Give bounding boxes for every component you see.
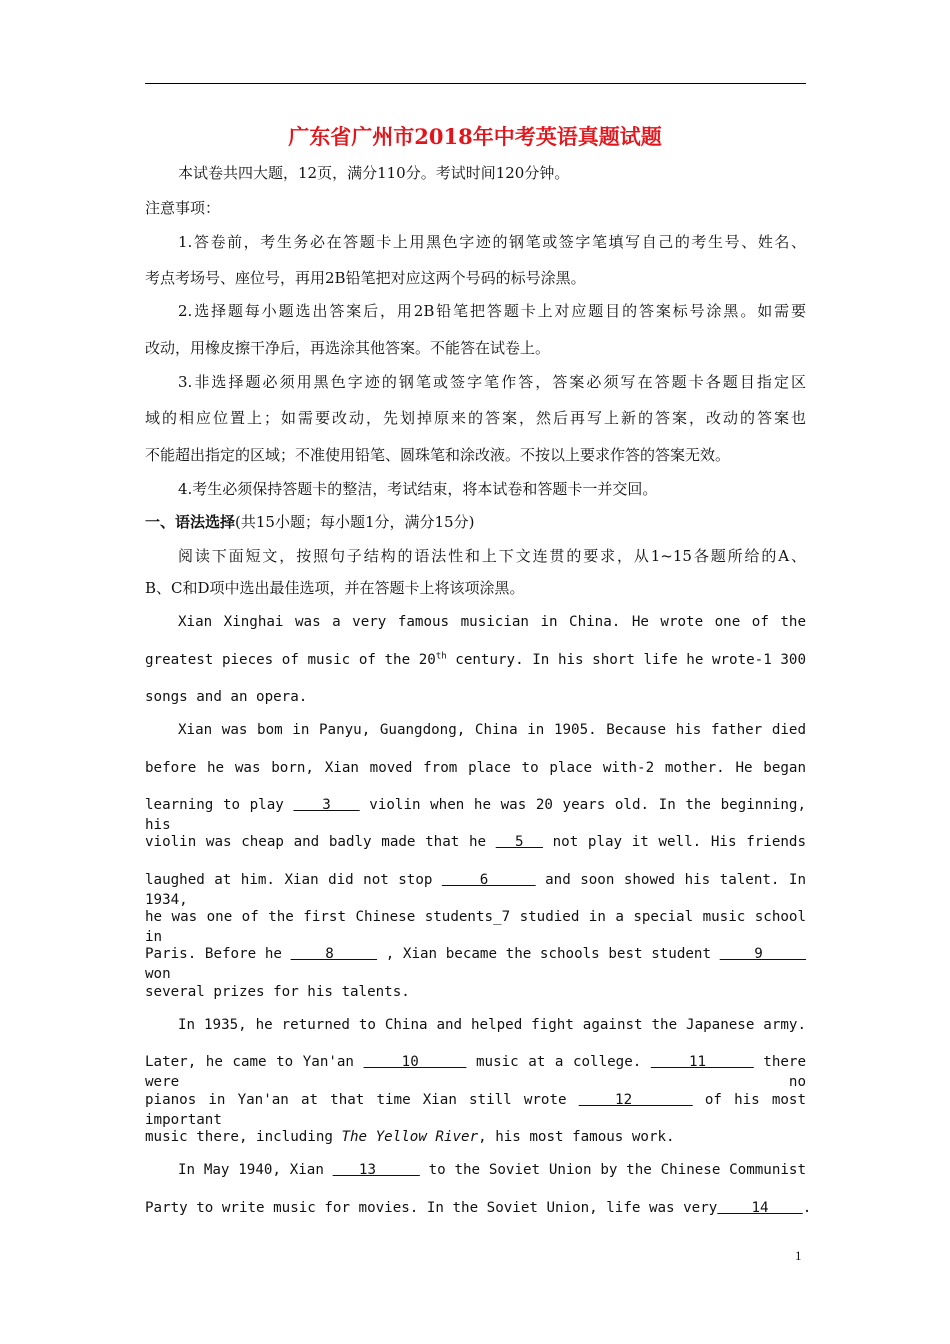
note-3-line-1: 3.非选择题必须用黑色字迹的钢笔或签字笔作答，答案必须写在答题卡各题目指定区 [178,373,806,391]
passage-p2-line-3 [145,795,806,835]
passage-text: of his most important [145,1092,806,1128]
blank-13: 13 [332,1162,420,1178]
blank-6: 6 [441,872,536,888]
passage-p2-line-6: he was one of the first Chinese students_7 studied in a special music school in [145,909,806,945]
passage-p1-line-1: Xian Xinghai was a very famous musician in China. He wrote one of the [178,614,806,630]
passage-p2-line-8: several prizes for his talents. [145,984,410,1000]
section-1-heading: 一、语法选择 [145,513,236,531]
passage-text: violin when he was 20 years old. In the beginning, his [145,797,806,833]
passage-p3-line-4 [145,1127,675,1147]
blank-3: 3 [293,797,360,813]
passage-text: Later, he came to Yan'an [145,1054,354,1070]
passage-p2-line-5 [145,870,806,910]
instruction-line-1: 阅读下面短文，按照句子结构的语法性和上下文连贯的要求，从1~15各题所给的A、 [178,547,806,565]
superscript-th: th [435,651,447,662]
passage-p2-line-1: Xian was bom in Panyu, Guangdong, China in 1905. Because his father died [178,722,806,738]
passage-p3-line-1: In 1935, he returned to China and helped fight against the Japanese army. [178,1017,806,1033]
blank-8: 8 [290,946,378,962]
passage-text: to the Soviet Union by the Chinese Communist [428,1162,806,1178]
section-1-subheading: (共15小题；每小题1分，满分15分) [235,513,475,531]
passage-text: In May 1940, Xian [178,1162,333,1178]
passage-text: not play it well. His friends [552,834,806,850]
passage-text: laughed at him. Xian did not stop [145,872,433,888]
work-title-italic: The Yellow River [341,1129,479,1145]
passage-text: Paris. Before he [145,946,282,962]
passage-text: learning to play [145,797,284,813]
blank-12: 12 [578,1092,693,1108]
passage-text: there were no [145,1054,807,1090]
blank-14: 14 [717,1200,803,1216]
note-1-line-2: 考点考场号、座位号，再用2B铅笔把对应这两个号码的标号涂黑。 [145,269,586,287]
header-rule [145,83,806,84]
passage-text: Party to write music for movies. In the Soviet Union, life was very [145,1200,718,1216]
exam-intro: 本试卷共四大题，12页，满分110分。考试时间120分钟。 [178,164,570,182]
note-3-line-3: 不能超出指定的区域；不准使用铅笔、圆珠笔和涂改液。不按以上要求作答的答案无效。 [145,446,731,464]
blank-10: 10 [363,1054,467,1070]
blank-9: 9 [719,946,807,962]
passage-text: pianos in Yan'an at that time Xian still wrote [145,1092,579,1108]
passage-p3-line-3 [145,1090,806,1130]
note-2-line-2: 改动，用橡皮擦干净后，再选涂其他答案。不能答在试卷上。 [145,339,551,357]
passage-p4-line-2 [145,1198,811,1218]
passage-text: greatest pieces of music of the 20 [145,652,436,668]
passage-p3-line-2 [145,1052,806,1092]
passage-text: and soon showed his talent. In 1934, [145,872,807,908]
passage-text: music there, including [145,1129,342,1145]
passage-text: violin was cheap and badly made that he [145,834,487,850]
page-title: 广东省广州市2018年中考英语真题试题 [288,124,662,149]
page-number: 1 [795,1248,802,1263]
passage-p1-line-2 [145,650,806,670]
blank-11: 11 [650,1054,754,1070]
passage-text: , Xian became the schools best student [385,946,711,962]
instruction-line-2: B、C和D项中选出最佳选项，并在答题卡上将该项涂黑。 [145,579,525,597]
passage-text: , his most famous work. [478,1129,675,1145]
passage-text: music at a college. [476,1054,642,1070]
blank-5: 5 [495,834,543,850]
passage-p1-line-3: songs and an opera. [145,689,308,705]
section-1-heading-line [145,512,474,532]
note-4: 4.考生必须保持答题卡的整洁，考试结束，将本试卷和答题卡一并交回。 [178,480,658,498]
passage-text: century. In his short life he wrote-1 300 [446,652,806,668]
passage-p4-line-1 [178,1160,806,1180]
notes-heading: 注意事项： [145,199,221,217]
note-2-line-1: 2.选择题每小题选出答案后，用2B铅笔把答题卡上对应题目的答案标号涂黑。如需要 [178,302,806,320]
passage-text: won [145,966,171,982]
note-3-line-2: 域的相应位置上；如需要改动，先划掉原来的答案，然后再写上新的答案，改动的答案也 [145,409,806,427]
passage-p2-line-2: before he was born, Xian moved from place to place with-2 mother. He began [145,760,806,776]
note-1-line-1: 1.答卷前，考生务必在答题卡上用黑色字迹的钢笔或签字笔填写自己的考生号、姓名、 [178,233,806,251]
passage-p2-line-4 [145,832,806,852]
passage-text: . [802,1200,812,1216]
passage-p2-line-7 [145,944,806,984]
